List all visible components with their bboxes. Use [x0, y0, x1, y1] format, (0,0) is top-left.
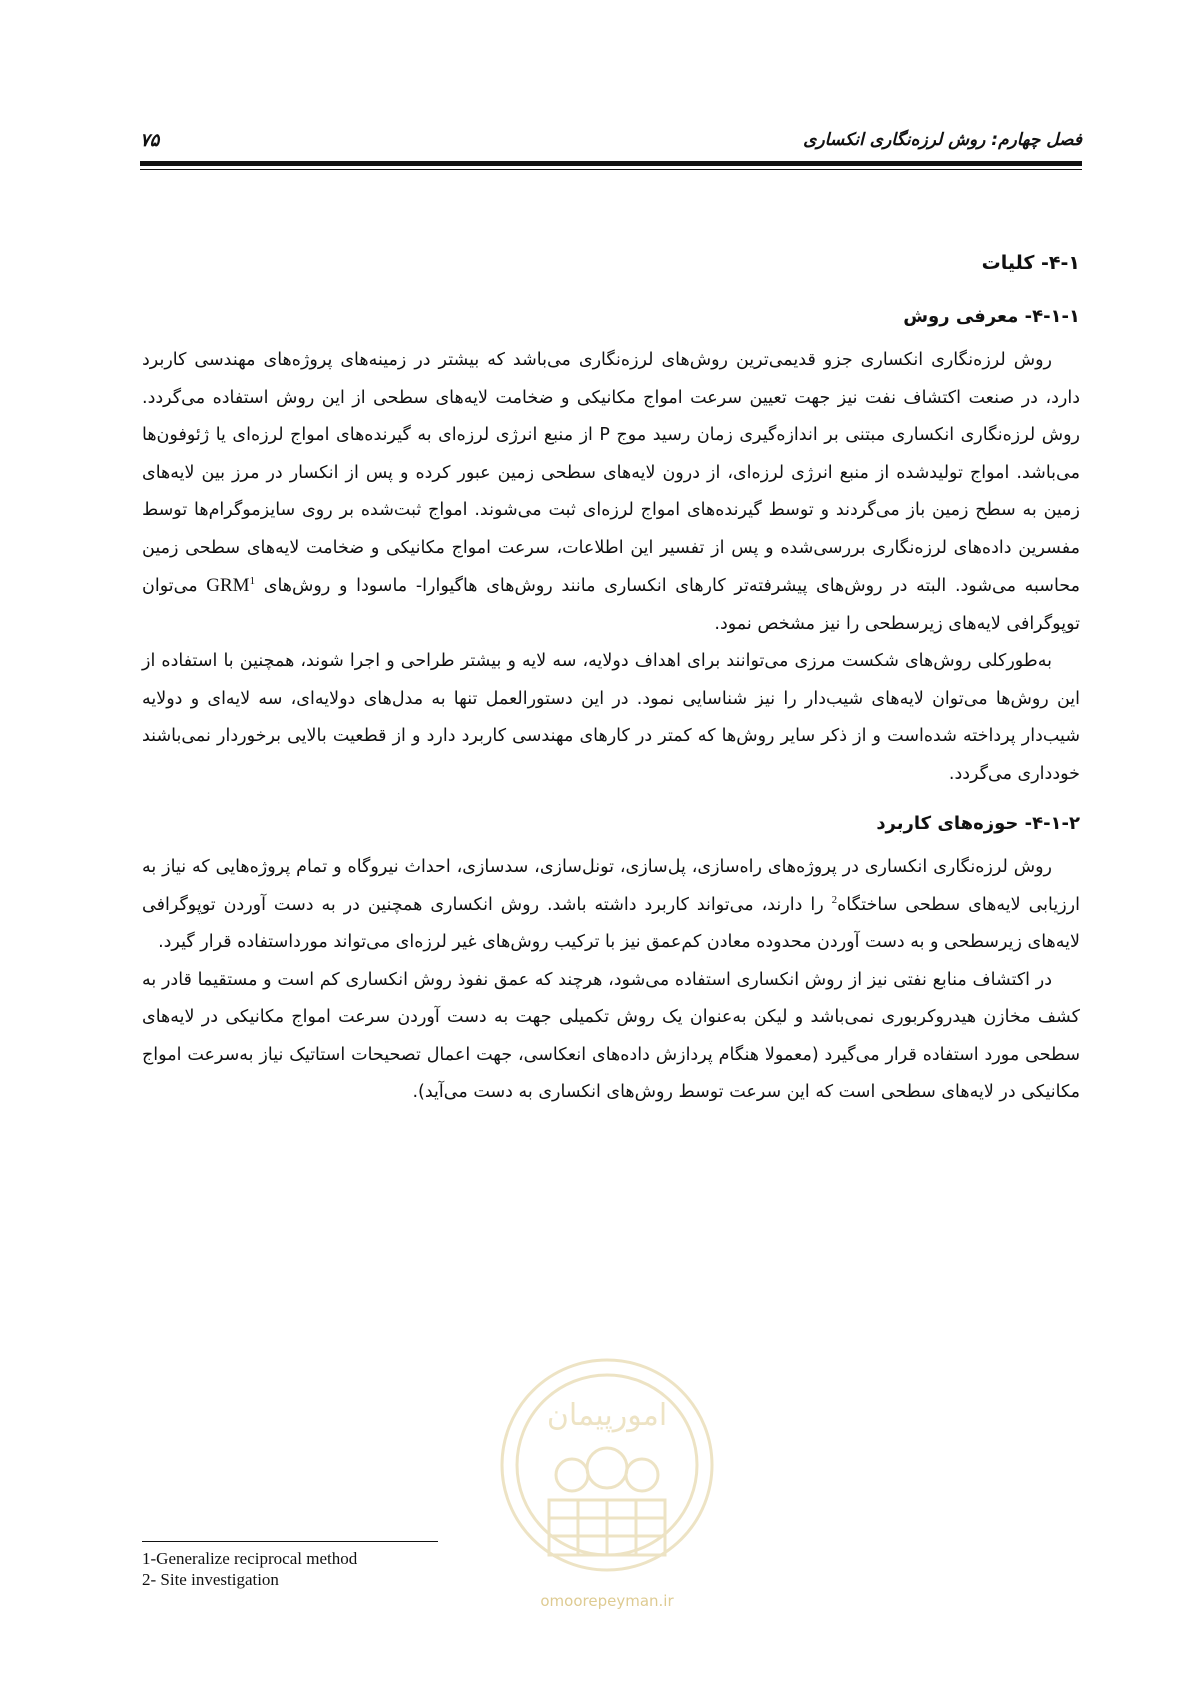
paragraph-text: روش لرزه‌نگاری انکساری جزو قدیمی‌ترین روش‌های لرزه‌نگاری می‌باشد که بیشتر در زمینه‌های پروژه‌های مهندسی کاربرد دارد، در صنعت اکتشاف نفت نیز جهت تعیین سرعت امواج مکانیکی و ضخامت لایه‌های سطحی از این روش استفاده می‌گردد. روش لرزه‌نگاری انکساری مبتنی بر اندازه‌گیری زمان رسید موج P از منبع انرژی لرزه‌ای به گیرنده‌های امواج لرزه‌ای یا ژئوفون‌ها می‌باشد. امواج تولیدشده از منبع انرژی لرزه‌ای، از درون لایه‌های سطحی زمین عبور کرده و پس از انکسار در مرز بین لایه‌های زمین به سطح زمین باز می‌گردند و توسط گیرنده‌های امواج لرزه‌ای ثبت می‌شوند. امواج ثبت‌شده بر روی سایزموگرام‌ها توسط مفسرین داده‌های لرزه‌نگاری بررسی‌شده و پس از تفسیر این اطلاعات، سرعت امواج مکانیکی و ضخامت لایه‌های سطحی زمین محاسبه می‌شود. البته در روش‌های پیشرفته‌تر کارهای انکساری مانند روش‌های هاگیوارا- ماسودا و روش‌های — [142, 350, 1080, 596]
running-header — [140, 124, 1082, 158]
paragraph-oil-exploration: در اکتشاف منابع نفتی نیز از روش انکساری استفاده می‌شود، هرچند که عمق نفوذ روش انکساری کم است و مستقیما قادر به کشف مخازن هیدروکربوری نمی‌باشد و لیکن به‌عنوان یک روش تکمیلی جهت به دست آوردن سرعت امواج مکانیکی در لایه‌های سطحی مورد استفاده قرار می‌گیرد (معمولا هنگام پردازش داده‌های انعکاسی، جهت اعمال تصحیحات استاتیک نیاز به‌سرعت امواج مکانیکی در لایه‌های سطحی است که این سرعت توسط روش‌های انکساری به دست می‌آید). — [142, 969, 1080, 1102]
paragraph-applications — [142, 849, 1080, 962]
footnote-ref-1: 1 — [249, 575, 256, 588]
watermark-logo — [487, 1350, 727, 1610]
footnote-ref-2: 2 — [831, 893, 838, 906]
subsection-heading-applications: ۴-۱-۲- حوزه‌های کاربرد — [876, 813, 1080, 834]
section-heading: ۴-۱- کلیات — [981, 252, 1080, 274]
footnote-2: 2- Site investigation — [142, 1570, 279, 1589]
footnote-rule — [142, 1541, 438, 1542]
paragraph-text: روش لرزه‌نگاری انکساری در پروژه‌های راه‌سازی، پل‌سازی، تونل‌سازی، سدسازی، احداث نیروگاه و تمام پروژه‌هایی که نیاز به ارزیابی لایه‌های سطحی ساختگاه — [142, 857, 1080, 915]
watermark-text: امورپیمان — [546, 1398, 668, 1433]
paragraph-layer-methods: به‌طورکلی روش‌های شکست مرزی می‌توانند برای اهداف دولایه، سه لایه و بیشتر طراحی و اجرا شوند، همچنین با استفاده از این روش‌ها می‌توان لایه‌های شیب‌دار را نیز شناسایی نمود. در این دستورالعمل تنها به مدل‌های دولایه‌ای، سه لایه‌ای و دولایه شیب‌دار پرداخته شده‌است و از ذکر سایر روش‌ها که کمتر در کارهای مهندسی کاربرد دارد و از قطعیت بالایی برخوردار نمی‌باشند خودداری می‌گردد. — [142, 651, 1080, 784]
paragraph-text: می‌توان توپوگرافی لایه‌های زیرسطحی را نیز مشخص نمود. — [142, 576, 1080, 634]
grm-abbreviation: GRM — [206, 575, 250, 596]
paragraph-text: را دارند، می‌تواند کاربرد داشته باشد. روش انکساری همچنین در به دست آوردن توپوگرافی لایه‌های زیرسطحی و به دست آوردن محدوده معادن کم‌عمق نیز با ترکیب روش‌های غیر لرزه‌ای می‌تواند مورداستفاده قرار گیرد. — [142, 894, 1080, 952]
footnote-1: 1-Generalize reciprocal method — [142, 1549, 358, 1568]
paragraph-method-intro — [142, 342, 1080, 643]
body-content — [142, 248, 1080, 1118]
page-number: ۷۵ — [140, 130, 160, 151]
header-rule-thick — [140, 161, 1082, 166]
subsection-heading-method-intro: ۴-۱-۱- معرفی روش — [903, 306, 1080, 327]
header-rule-thin — [140, 169, 1082, 170]
chapter-title: فصل چهارم: روش لرزه‌نگاری انکساری — [803, 130, 1082, 150]
watermark-url: omoorepeyman.ir — [540, 1592, 674, 1610]
footnotes — [142, 1548, 357, 1590]
